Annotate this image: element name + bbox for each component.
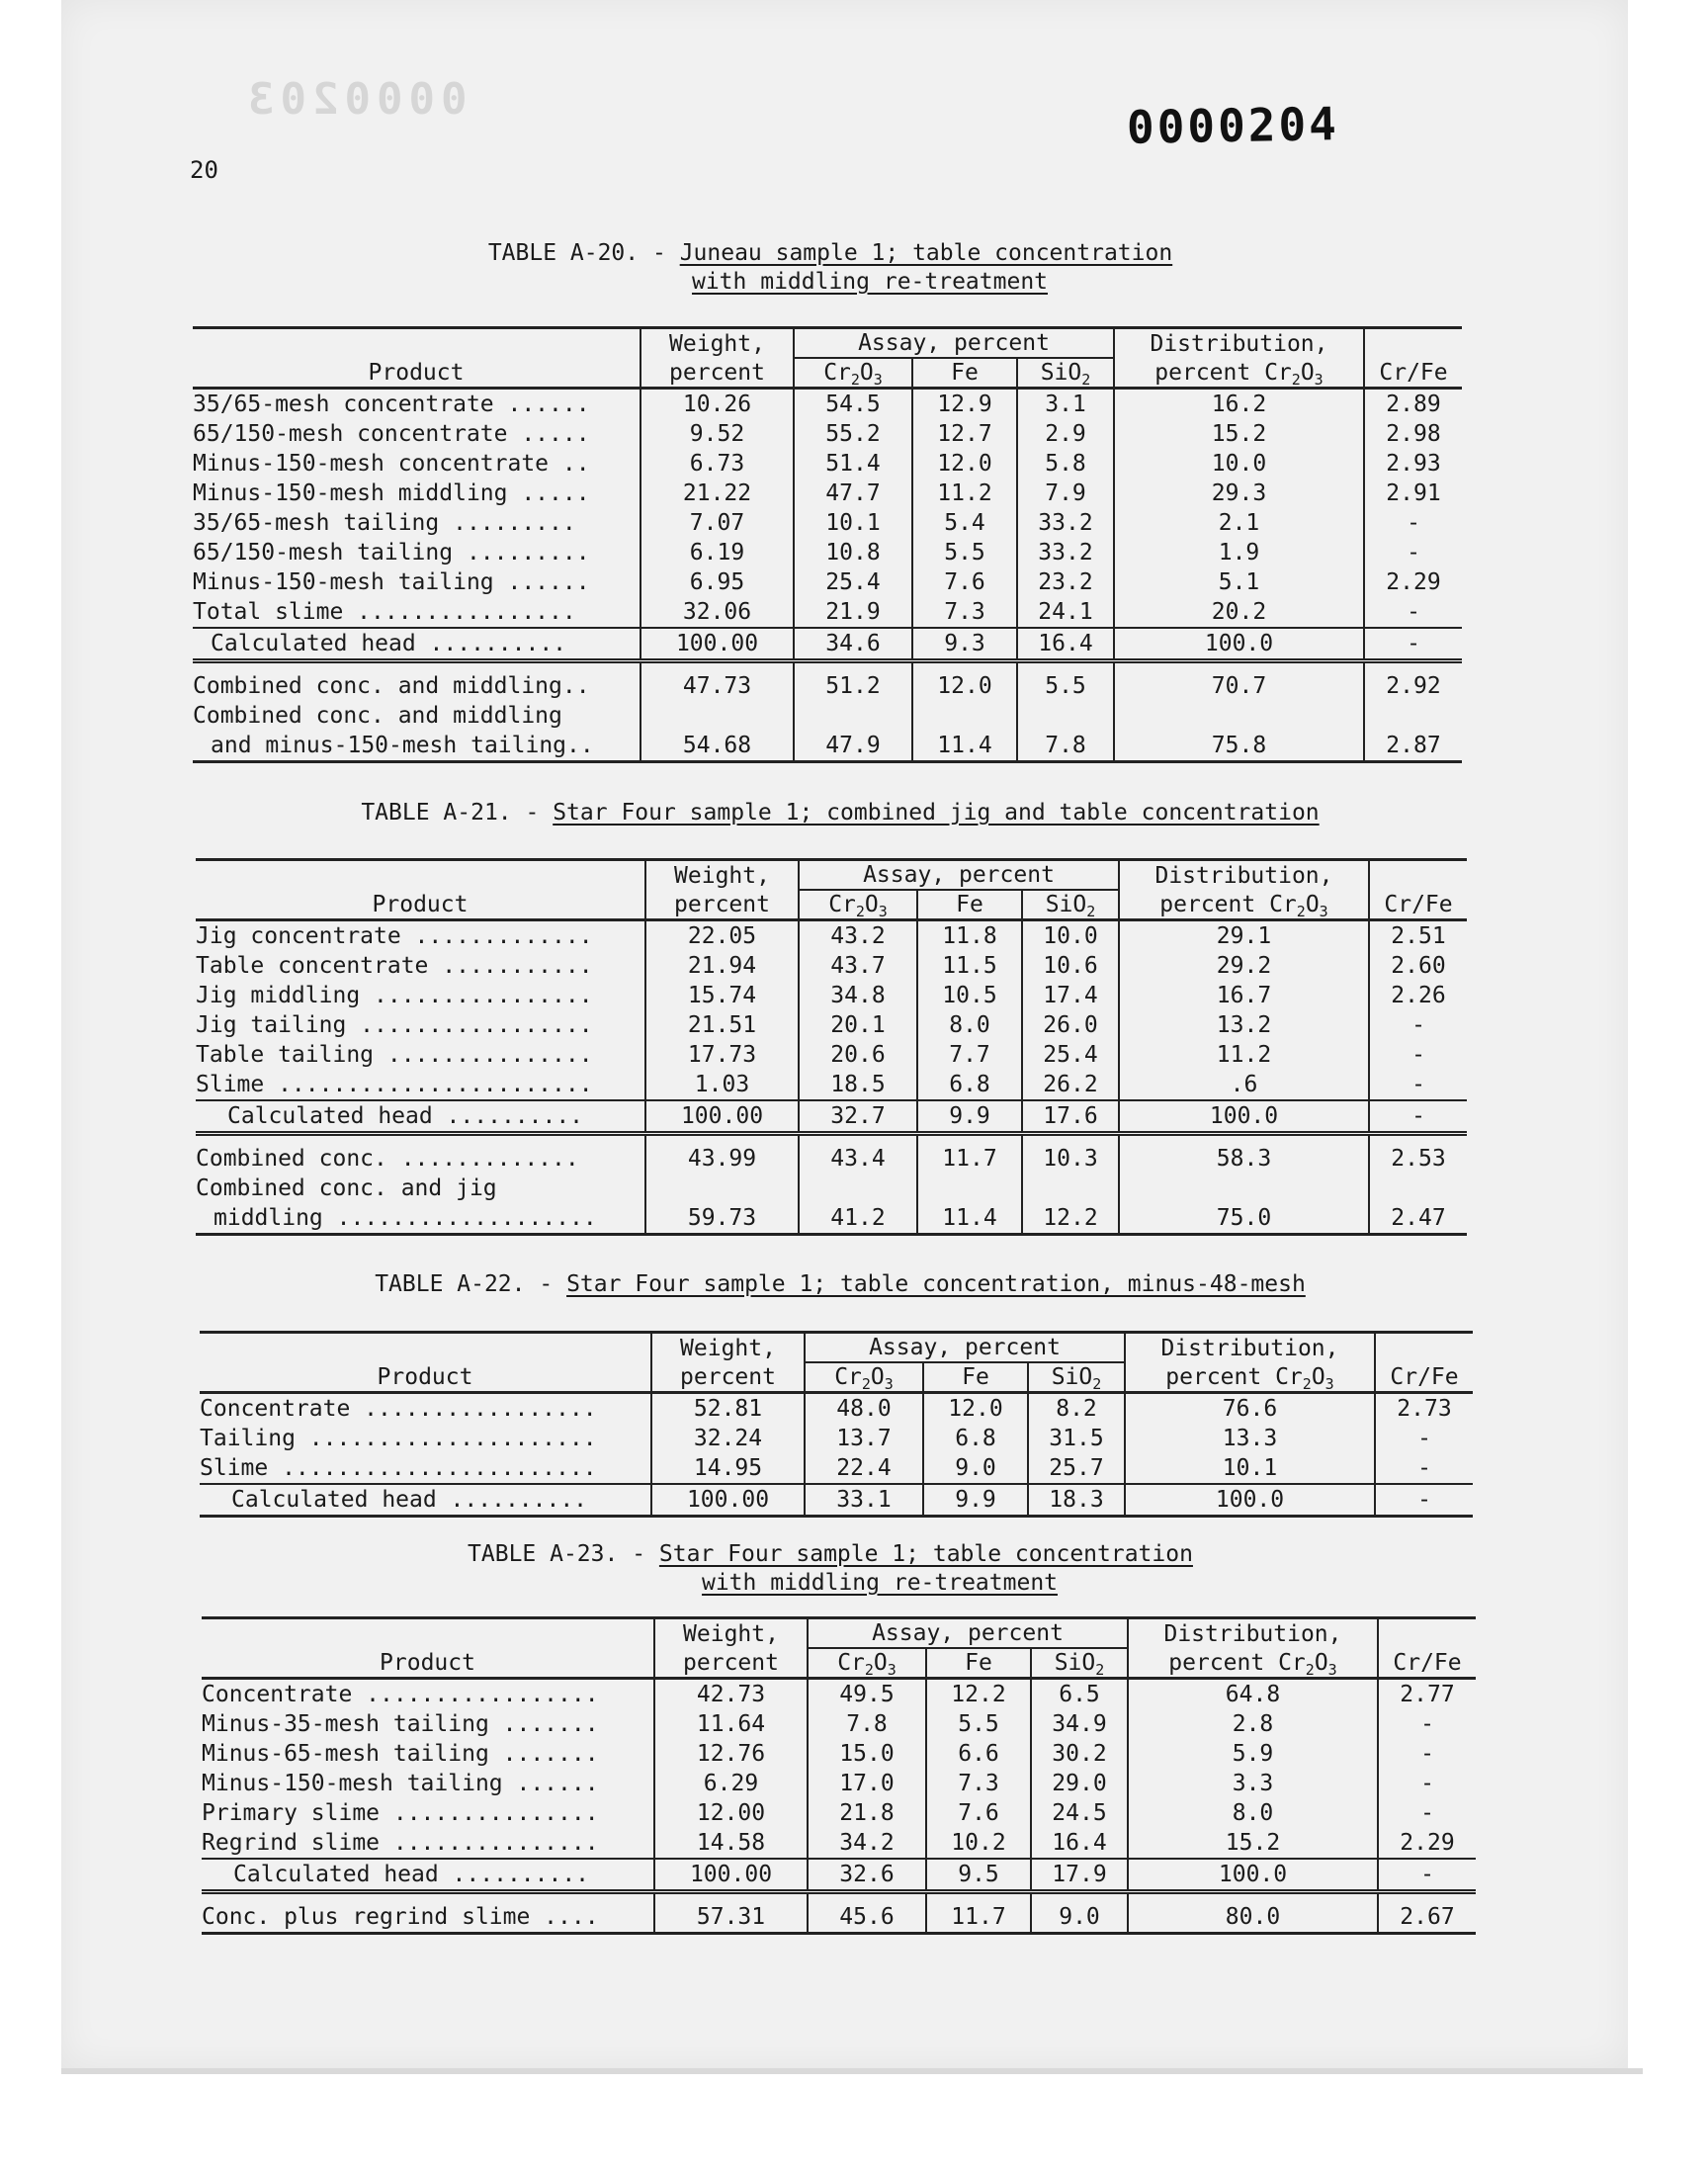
table-a20 xyxy=(193,326,1462,763)
col-weight-unit: percent xyxy=(654,1648,808,1679)
col-crfe: Cr/Fe xyxy=(1369,860,1467,920)
col-assay: Assay, percent xyxy=(808,1618,1128,1649)
table-row: Slime ....................... 1.03 18.5 6.8 26.2 .6 - xyxy=(196,1070,1467,1100)
calculated-head-row: Calculated head .......... 100.00 32.6 9.5 17.9 100.0 - xyxy=(202,1859,1476,1892)
table-a21-title: TABLE A-21. - Star Four sample 1; combined jig and table concentration xyxy=(361,800,1320,826)
table-a22-title: TABLE A-22. - Star Four sample 1; table concentration, minus-48-mesh xyxy=(375,1271,1306,1297)
page-number: 20 xyxy=(190,156,218,184)
col-sio2: SiO$_2$ xyxy=(1022,890,1119,920)
col-cr2o3: $Cr_2O_3$ xyxy=(805,1362,923,1393)
col-product: Product xyxy=(377,1364,473,1390)
col-distribution-unit: percent $Cr_2O_3$ xyxy=(1128,1648,1378,1679)
col-product: Product xyxy=(380,1650,475,1676)
col-distribution: Distribution, xyxy=(1128,1618,1378,1649)
paper-edge xyxy=(61,2068,1643,2074)
col-product: Product xyxy=(368,360,465,386)
col-weight: Weight, xyxy=(654,1618,808,1649)
table-row: Slime ....................... 14.95 22.4 9.0 25.7 10.1 - xyxy=(200,1453,1473,1484)
table-row: Table tailing ............... 17.73 20.6 7.7 25.4 11.2 - xyxy=(196,1040,1467,1070)
table-row: Minus-150-mesh concentrate .. 6.73 51.4 12.0 5.8 10.0 2.93 xyxy=(193,449,1462,478)
col-distribution-unit: percent $Cr_2O_3$ xyxy=(1119,890,1369,920)
col-sio2: SiO$_2$ xyxy=(1017,358,1114,389)
col-product: Product xyxy=(372,892,469,917)
calculated-head-row: Calculated head .......... 100.00 34.6 9.3 16.4 100.0 - xyxy=(193,628,1462,661)
document-stamp-number: 0000204 xyxy=(1126,97,1340,154)
calculated-head-row: Calculated head .......... 100.00 32.7 9.9 17.6 100.0 - xyxy=(196,1100,1467,1134)
col-crfe: Cr/Fe xyxy=(1378,1618,1476,1679)
table-row: Concentrate ................. 42.73 49.5 12.2 6.5 64.8 2.77 xyxy=(202,1679,1476,1710)
col-weight: Weight, xyxy=(645,860,799,891)
table-row: Primary slime ............... 12.00 21.8 7.6 24.5 8.0 - xyxy=(202,1798,1476,1828)
table-row: Minus-150-mesh tailing ...... 6.95 25.4 7.6 23.2 5.1 2.29 xyxy=(193,567,1462,597)
col-weight-unit: percent xyxy=(640,358,794,389)
table-row: Jig concentrate ............. 22.05 43.2 11.8 10.0 29.1 2.51 xyxy=(196,920,1467,952)
col-weight-unit: percent xyxy=(645,890,799,920)
col-sio2: SiO$_2$ xyxy=(1028,1362,1125,1393)
col-weight: Weight, xyxy=(640,328,794,359)
col-fe: Fe xyxy=(926,1648,1031,1679)
calculated-head-row: Calculated head .......... 100.00 33.1 9.9 18.3 100.0 - xyxy=(200,1484,1473,1517)
table-row: Minus-65-mesh tailing ....... 12.76 15.0 6.6 30.2 5.9 - xyxy=(202,1739,1476,1769)
col-cr2o3: $Cr_2O_3$ xyxy=(799,890,917,920)
table-row: 65/150-mesh tailing ......... 6.19 10.8 5.5 33.2 1.9 - xyxy=(193,538,1462,567)
col-assay: Assay, percent xyxy=(805,1333,1125,1363)
combined-row: Combined conc. and middling.. 47.73 51.2 12.0 5.5 70.7 2.92 xyxy=(193,661,1462,702)
table-row: 65/150-mesh concentrate ..... 9.52 55.2 12.7 2.9 15.2 2.98 xyxy=(193,419,1462,449)
col-weight: Weight, xyxy=(651,1333,805,1363)
combined-row: and minus-150-mesh tailing.. 54.68 47.9 11.4 7.8 75.8 2.87 xyxy=(193,731,1462,762)
table-a22 xyxy=(200,1331,1473,1518)
table-row: 35/65-mesh concentrate ...... 10.26 54.5 12.9 3.1 16.2 2.89 xyxy=(193,389,1462,420)
col-fe: Fe xyxy=(912,358,1017,389)
table-row: Table concentrate ........... 21.94 43.7 11.5 10.6 29.2 2.60 xyxy=(196,951,1467,981)
table-row: Regrind slime ............... 14.58 34.2 10.2 16.4 15.2 2.29 xyxy=(202,1828,1476,1859)
table-row: Total slime ................ 32.06 21.9 7.3 24.1 20.2 - xyxy=(193,597,1462,628)
col-cr2o3: $Cr_2O_3$ xyxy=(794,358,912,389)
table-row: Jig tailing ................. 21.51 20.1 8.0 26.0 13.2 - xyxy=(196,1010,1467,1040)
col-distribution: Distribution, xyxy=(1119,860,1369,891)
combined-row: Combined conc. and middling xyxy=(193,701,1462,731)
col-distribution: Distribution, xyxy=(1125,1333,1375,1363)
col-assay: Assay, percent xyxy=(799,860,1119,891)
table-a23 xyxy=(202,1616,1476,1935)
col-distribution-unit: percent $Cr_2O_3$ xyxy=(1114,358,1364,389)
table-row: Tailing ..................... 32.24 13.7 6.8 31.5 13.3 - xyxy=(200,1424,1473,1453)
col-weight-unit: percent xyxy=(651,1362,805,1393)
col-distribution-unit: percent $Cr_2O_3$ xyxy=(1125,1362,1375,1393)
table-row: Jig middling ................ 15.74 34.8 10.5 17.4 16.7 2.26 xyxy=(196,981,1467,1010)
table-row: Minus-35-mesh tailing ....... 11.64 7.8 5.5 34.9 2.8 - xyxy=(202,1709,1476,1739)
col-sio2: SiO$_2$ xyxy=(1031,1648,1128,1679)
col-fe: Fe xyxy=(917,890,1022,920)
table-a20-title: TABLE A-20. - Juneau sample 1; table concentration with middling re-treatment xyxy=(487,240,1173,295)
combined-row: Conc. plus regrind slime .... 57.31 45.6 11.7 9.0 80.0 2.67 xyxy=(202,1892,1476,1934)
col-cr2o3: $Cr_2O_3$ xyxy=(808,1648,926,1679)
table-row: 35/65-mesh tailing ......... 7.07 10.1 5.4 33.2 2.1 - xyxy=(193,508,1462,538)
combined-row: Combined conc. and jig xyxy=(196,1174,1467,1203)
table-a23-title: TABLE A-23. - Star Four sample 1; table concentration with middling re-treatment xyxy=(468,1541,1193,1596)
combined-row: Combined conc. ............. 43.99 43.4 11.7 10.3 58.3 2.53 xyxy=(196,1134,1467,1174)
table-row: Minus-150-mesh middling ..... 21.22 47.7 11.2 7.9 29.3 2.91 xyxy=(193,478,1462,508)
bleed-through-number: 0000203 xyxy=(242,74,468,125)
col-fe: Fe xyxy=(923,1362,1028,1393)
col-distribution: Distribution, xyxy=(1114,328,1364,359)
table-row: Concentrate ................. 52.81 48.0 12.0 8.2 76.6 2.73 xyxy=(200,1393,1473,1425)
col-assay: Assay, percent xyxy=(794,328,1114,359)
col-crfe: Cr/Fe xyxy=(1364,328,1462,389)
combined-row: middling ................... 59.73 41.2 11.4 12.2 75.0 2.47 xyxy=(196,1203,1467,1235)
col-crfe: Cr/Fe xyxy=(1375,1333,1473,1393)
table-a21 xyxy=(196,858,1467,1236)
table-row: Minus-150-mesh tailing ...... 6.29 17.0 7.3 29.0 3.3 - xyxy=(202,1769,1476,1798)
